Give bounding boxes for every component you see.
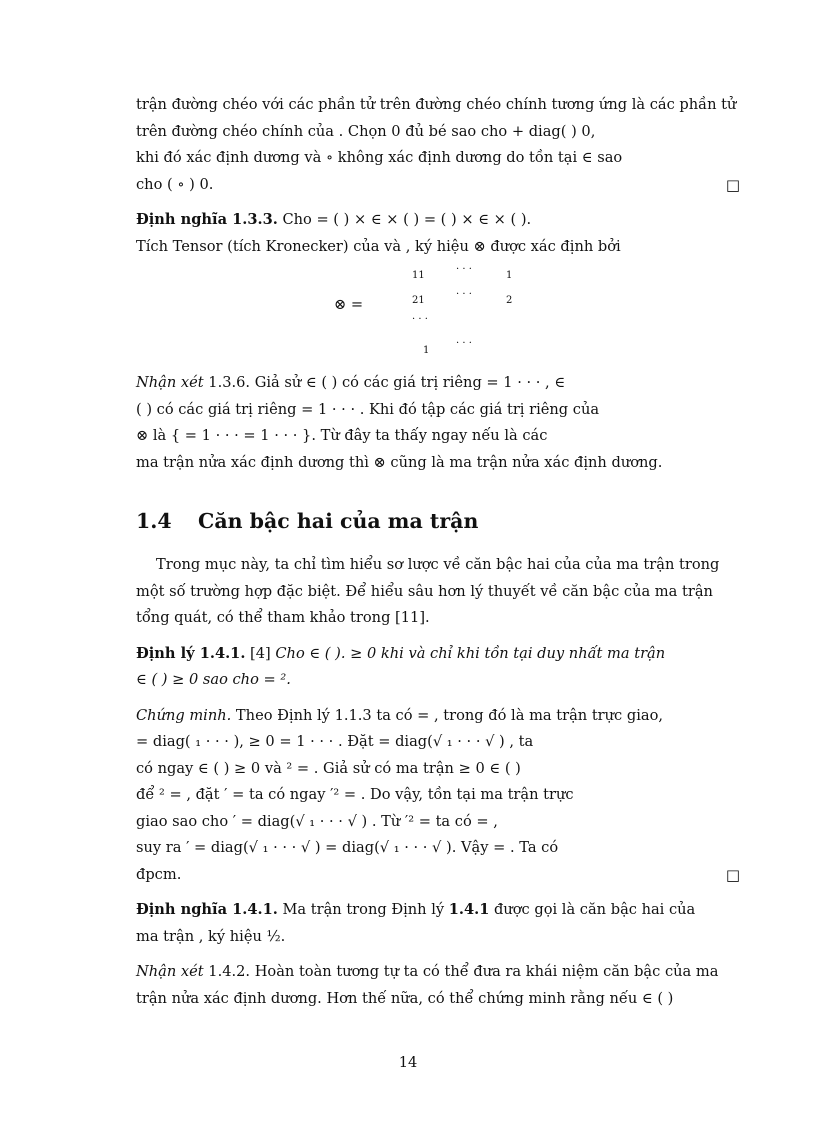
text-line: Tích Tensor (tích Kronecker) của và , ký hiệu ⊗ được xác định bởi	[136, 237, 621, 255]
text-line: suy ra ′ = diag(√ ₁ · · · √ ) = diag(√ ₁ · · · √ ). Vậy = . Ta có	[136, 839, 559, 856]
section-heading	[136, 506, 740, 536]
text-line	[136, 959, 740, 986]
text-line: ma trận , ký hiệu ½.	[136, 927, 286, 945]
theorem-ref: 1.4.1	[448, 901, 490, 918]
matrix-entry: 11	[412, 270, 425, 281]
proof-block	[136, 703, 740, 889]
section-title: Căn bậc hai của ma trận	[198, 509, 479, 533]
text-line	[136, 862, 740, 889]
page-body	[136, 92, 740, 1012]
text-line: giao sao cho ′ = diag(√ ₁ · · · √ ) . Từ ′² = ta có = ,	[136, 812, 498, 830]
text-line: = diag( ₁ · · · ), ≥ 0 = 1 · · · . Đặt = diag(√ ₁ · · · √ ) , ta	[136, 733, 534, 750]
text-span: Theo Định lý 1.1.3 ta có = , trong đó là ma trận trực giao,	[231, 706, 664, 724]
definition-label: Định nghĩa 1.4.1.	[136, 901, 278, 918]
text-line	[136, 641, 740, 668]
kronecker-matrix	[136, 264, 740, 364]
text-line: ( ) có các giá trị riêng = 1 · · · . Khi đó tập các giá trị riêng của	[136, 400, 600, 418]
section-intro	[136, 552, 740, 632]
text-span: cho ( ∘ ) 0.	[136, 175, 214, 193]
matrix-entry: 1	[423, 345, 430, 356]
text-line: tổng quát, có thể tham khảo trong [11].	[136, 609, 430, 626]
definition-label: Định nghĩa 1.3.3.	[136, 211, 278, 228]
text-span: Cho = ( ) × ∈ × ( ) = ( ) × ∈ × ( ).	[277, 211, 532, 228]
theorem-1-4-1	[136, 641, 740, 694]
text-line: để ² = , đặt ′ = ta có ngay ′² = . Do vậy, tồn tại ma trận trực	[136, 786, 574, 803]
text-span: 1.4.2. Hoàn toàn tương tự ta có thể đưa ra khái niệm căn bậc của ma	[203, 963, 719, 980]
qed-symbol: □	[725, 175, 740, 194]
remark-label: Nhận xét	[136, 963, 204, 980]
text-line	[136, 207, 740, 234]
remark-1-3-6	[136, 370, 740, 476]
definition-1-3-3	[136, 207, 740, 260]
text-span: được gọi là căn bậc hai của	[489, 901, 696, 918]
text-line: có ngay ∈ ( ) ≥ 0 và ² = . Giả sử có ma trận ≥ 0 ∈ ( )	[136, 759, 521, 777]
matrix-dots: · · ·	[456, 338, 472, 349]
text-line: ∈ ( ) ≥ 0 sao cho = ².	[136, 671, 291, 688]
text-line	[136, 172, 740, 199]
matrix-dots: · · ·	[456, 264, 472, 275]
remark-label: Nhận xét	[136, 374, 204, 391]
proof-label: Chứng minh.	[136, 706, 232, 724]
citation: [4]	[245, 644, 276, 662]
matrix-entry: 21	[412, 295, 425, 306]
text-line: khi đó xác định dương và ∘ không xác định dương do tồn tại ∈ sao	[136, 149, 623, 166]
matrix-entry: 1	[506, 270, 513, 281]
matrix-lhs: ⊗ =	[334, 296, 364, 313]
text-line: Trong mục này, ta chỉ tìm hiểu sơ lược về căn bậc hai của của ma trận trong	[156, 556, 720, 573]
text-line: một số trường hợp đặc biệt. Để hiểu sâu hơn lý thuyết về căn bậc của ma trận	[136, 582, 713, 600]
text-line: trận đường chéo với các phần tử trên đường chéo chính tương ứng là các phần tử	[136, 96, 737, 113]
section-number: 1.4	[136, 509, 172, 533]
text-span: đpcm.	[136, 865, 182, 883]
matrix-entry: 2	[506, 295, 513, 306]
theorem-label: Định lý 1.4.1.	[136, 644, 246, 662]
matrix-dots: · · ·	[456, 289, 472, 300]
remark-1-4-2	[136, 959, 740, 1012]
proof-tail	[136, 92, 740, 198]
definition-1-4-1	[136, 897, 740, 950]
text-line	[136, 897, 740, 924]
qed-symbol: □	[725, 865, 740, 884]
text-line	[136, 703, 740, 730]
text-span: 1.3.6. Giả sử ∈ ( ) có các giá trị riêng = 1 · · · , ∈	[203, 374, 566, 391]
text-line: ⊗ là { = 1 · · · = 1 · · · }. Từ đây ta thấy ngay nếu là các	[136, 427, 548, 444]
text-line: ma trận nửa xác định dương thì ⊗ cũng là ma trận nửa xác định dương.	[136, 453, 663, 471]
page-number: 14	[398, 1054, 418, 1071]
text-line	[136, 370, 740, 397]
text-line: trên đường chéo chính của . Chọn 0 đủ bé sao cho + diag( ) 0,	[136, 122, 596, 140]
text-line: trận nửa xác định dương. Hơn thế nữa, có thể chứng minh rằng nếu ∈ ( )	[136, 989, 674, 1007]
matrix-vdots: · · ·	[412, 314, 428, 325]
text-span: Cho ∈ ( ). ≥ 0 khi và chỉ khi tồn tại duy nhất ma trận	[275, 644, 666, 662]
text-span: Ma trận trong Định lý	[277, 901, 449, 918]
